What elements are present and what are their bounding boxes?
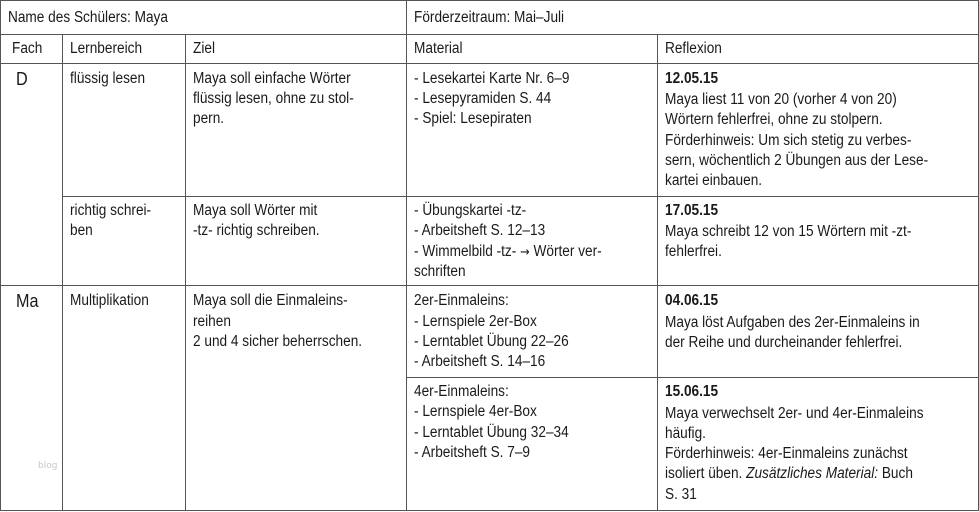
reflexion-line: Maya schreibt 12 von 15 Wörtern mit -zt- [665, 223, 912, 240]
material-text: - Wimmelbild -tz- [414, 243, 521, 260]
material-line: - Übungskartei -tz- [414, 202, 527, 219]
rule-lernbereich [185, 34, 186, 511]
column-header-material: Material [414, 40, 463, 57]
rule-fach [62, 34, 63, 511]
column-header-ziel: Ziel [193, 40, 215, 57]
lernbereich-cell: richtig schrei- [70, 202, 152, 219]
lernbereich-cell: ben [70, 222, 93, 239]
rule-row1-row2 [62, 196, 979, 197]
lernbereich-cell: flüssig lesen [70, 70, 146, 87]
column-header-lernbereich: Lernbereich [70, 40, 143, 57]
reflexion-date: 04.06.15 [665, 292, 719, 309]
material-line: 2er-Einmaleins: [414, 292, 509, 309]
rule-ziel [406, 0, 407, 511]
ziel-line: 2 und 4 sicher beherrschen. [193, 333, 363, 350]
reflexion-date: 12.05.15 [665, 70, 719, 87]
material-line: - Spiel: Lesepiraten [414, 110, 532, 127]
ziel-line: flüssig lesen, ohne zu stol- [193, 90, 354, 107]
rule-2er-4er [406, 377, 979, 378]
column-header-fach: Fach [12, 40, 43, 57]
material-line: - Lesepyramiden S. 44 [414, 90, 552, 107]
reflexion-line: fehlerfrei. [665, 243, 722, 260]
reflexion-line: der Reihe und durcheinander fehlerfrei. [665, 334, 903, 351]
watermark: blog [38, 461, 58, 471]
material-line: 4er-Einmaleins: [414, 383, 509, 400]
ziel-line: pern. [193, 110, 225, 127]
ziel-line: Maya soll Wörter mit [193, 202, 318, 219]
reflexion-line: Förderhinweis: 4er-Einmaleins zunächst [665, 445, 908, 462]
ziel-line: Maya soll einfache Wörter [193, 70, 351, 87]
reflexion-text: isoliert üben. [665, 465, 747, 482]
reflexion-line: Förderhinweis: Um sich stetig zu verbes- [665, 132, 912, 149]
rule-top [0, 0, 979, 1]
reflexion-date: 17.05.15 [665, 202, 719, 219]
reflexion-line: Maya liest 11 von 20 (vorher 4 von 20) [665, 91, 897, 108]
material-line: - Lernspiele 4er-Box [414, 403, 537, 420]
rule-bottom [0, 510, 979, 511]
material-line: - Arbeitsheft S. 14–16 [414, 353, 546, 370]
reflexion-line: Wörtern fehlerfrei, ohne zu stolpern. [665, 111, 883, 128]
material-line: - Arbeitsheft S. 7–9 [414, 444, 531, 461]
reflexion-line: kartei einbauen. [665, 172, 763, 189]
rule-material [657, 34, 658, 511]
material-line: - Arbeitsheft S. 12–13 [414, 222, 546, 239]
ziel-line: Maya soll die Einmaleins- [193, 292, 348, 309]
subject-math: Ma [16, 291, 39, 311]
column-header-reflexion: Reflexion [665, 40, 722, 57]
reflexion-date: 15.06.15 [665, 383, 719, 400]
reflexion-line: Maya löst Aufgaben des 2er-Einmaleins in [665, 314, 920, 331]
reflexion-line: S. 31 [665, 486, 697, 503]
material-line [414, 242, 602, 263]
reflexion-text: Buch [878, 465, 913, 482]
ziel-line: -tz- richtig schreiben. [193, 222, 320, 239]
material-text: Wörter ver- [529, 243, 602, 260]
subject-german: D [16, 69, 28, 89]
material-line: - Lerntablet Übung 22–26 [414, 333, 569, 350]
material-line: - Lesekartei Karte Nr. 6–9 [414, 70, 570, 87]
material-line: - Lerntablet Übung 32–34 [414, 424, 569, 441]
support-period: Förderzeitraum: Mai–Juli [414, 9, 565, 26]
reflexion-line [665, 464, 913, 484]
reflexion-line: Maya verwechselt 2er- und 4er-Einmaleins [665, 405, 924, 422]
rule-below-title [0, 34, 979, 35]
rule-german-math [0, 285, 979, 286]
reflexion-italic-text: Zusätzliches Material: [746, 465, 879, 482]
ziel-line: reihen [193, 313, 231, 330]
lernbereich-cell: Multiplikation [70, 292, 149, 309]
reflexion-line: sern, wöchentlich 2 Übungen aus der Lese- [665, 152, 929, 169]
material-line: - Lernspiele 2er-Box [414, 313, 537, 330]
student-name: Name des Schülers: Maya [8, 9, 168, 26]
rule-left [0, 0, 1, 511]
material-line: schriften [414, 263, 466, 280]
arrow-right-icon: → [520, 245, 530, 260]
rule-below-header [0, 63, 979, 64]
reflexion-line: häufig. [665, 425, 706, 442]
